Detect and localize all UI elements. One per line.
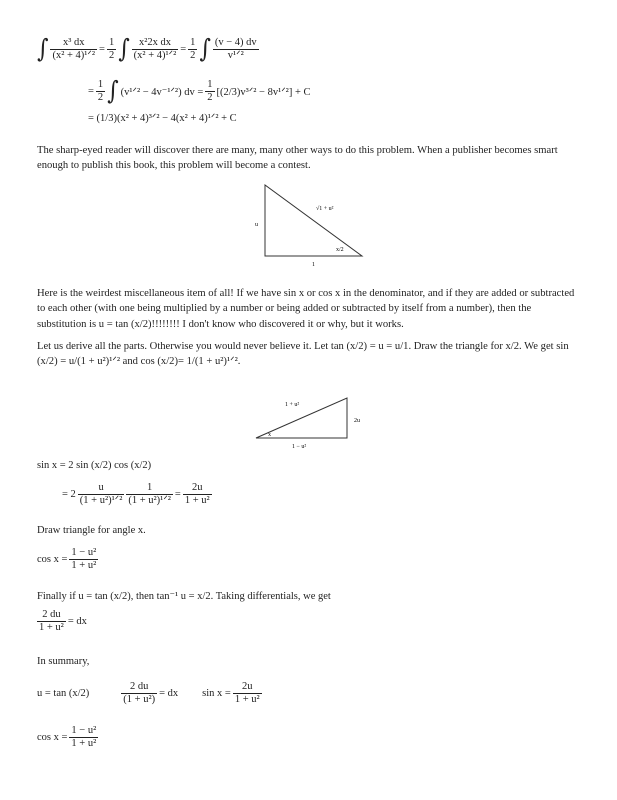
- summary-heading: In summary,: [37, 656, 90, 667]
- equals-sign: =: [180, 44, 187, 55]
- triangle-label-angle: x/2: [336, 247, 344, 253]
- fraction: $\frac{\text{1 − u²}}{\text{1 + u²}}$: [71, 725, 97, 749]
- differential-rhs: = dx: [159, 688, 179, 699]
- integral-sign: ∫: [37, 34, 49, 64]
- summary-line: [37, 681, 264, 706]
- triangle-label-u: u: [255, 222, 258, 228]
- integral-sign: ∫: [107, 76, 119, 106]
- triangle-label-hypotenuse: √1 + u²: [316, 206, 334, 212]
- integral-sign: ∫: [118, 34, 130, 64]
- fraction: $\frac{2 du}{\text{1 + u²}}$: [39, 609, 64, 633]
- fraction: $\frac{1}{2}$: [190, 37, 196, 61]
- paragraph-derive-parts: Let us derive all the parts. Otherwise you would never believe it. Let tan (x/2) = u = u/1. Draw the triangle for x/2. We get sin (x/2) = u/(1 + u²)¹ᐟ² and cos (x/2)= 1/(1 + u²)¹ᐟ².: [37, 341, 569, 368]
- equals-sign: =: [174, 489, 181, 500]
- differential-rhs: = dx: [67, 616, 87, 627]
- differential-formula: [37, 609, 89, 634]
- coefficient: = 2: [62, 489, 76, 500]
- triangle-label-base: 1: [312, 262, 315, 268]
- equals-sign: =: [99, 44, 105, 55]
- fraction: $\frac{2u}{\text{1 + u²}}$: [234, 681, 260, 705]
- fraction: $\frac{\text{x²2x dx}}{\text{(x² + 4)¹ᐟ²}}$: [133, 37, 177, 61]
- integrand: (v¹ᐟ² − 4v⁻¹ᐟ²) dv =: [120, 86, 204, 98]
- paragraph-sharp-eyed: The sharp-eyed reader will discover there are many, many other ways to do this problem. When a publisher becomes smart enough to publish this book, this problem will become a contest.: [37, 145, 558, 172]
- cos-formula-1: [37, 547, 100, 572]
- equals-sign: =: [88, 86, 94, 97]
- draw-triangle-note: Draw triangle for angle x.: [37, 525, 146, 536]
- equation-line-1: [37, 34, 261, 64]
- u-substitution: u = tan (x/2): [37, 688, 90, 699]
- triangle-label-2u: 2u: [354, 418, 360, 424]
- fraction: $\frac{2u}{\text{1 + u²}}$: [184, 482, 210, 506]
- triangle-outline: [265, 185, 362, 256]
- triangle-label-hypotenuse: 1 + u²: [285, 402, 300, 408]
- fraction: $\frac{(v - 4) dv}{\text{v¹ᐟ²}}$: [214, 37, 257, 61]
- fraction: $\frac{\text{1 − u²}}{\text{1 + u²}}$: [71, 547, 97, 571]
- antiderivative: [(2/3)v³ᐟ² − 8v¹ᐟ²] + C: [216, 86, 311, 98]
- sin-lhs: sin x =: [202, 688, 231, 699]
- cos-formula-2: [37, 725, 100, 750]
- integral-sign: ∫: [199, 34, 211, 64]
- triangle-label-base: 1 − u²: [292, 444, 307, 450]
- cos-lhs: cos x =: [37, 554, 68, 565]
- triangle-diagram-2: [250, 390, 370, 452]
- triangle-label-angle: x: [268, 432, 271, 438]
- fraction: $\frac{1}{\text{(1 + u²)¹ᐟ²}}$: [128, 482, 171, 506]
- fraction: $\frac{\text{x³ dx}}{\text{(x² + 4)¹ᐟ²}}$: [52, 37, 96, 61]
- equation-line-2: [88, 76, 313, 106]
- fraction: $\frac{2 du}{\text{(1 + u²)}}$: [123, 681, 156, 705]
- finally-sentence: Finally if u = tan (x/2), then tan⁻¹ u = x/2. Taking differentials, we get: [37, 591, 331, 602]
- fraction: $\frac{1}{2}$: [97, 79, 104, 103]
- sin-identity: sin x = 2 sin (x/2) cos (x/2): [37, 460, 152, 471]
- fraction: $\frac{u}{\text{(1 + u²)¹ᐟ²}}$: [79, 482, 123, 506]
- equation-line-3: = (1/3)(x² + 4)³ᐟ² − 4(x² + 4)¹ᐟ² + C: [88, 113, 237, 124]
- cos-lhs: cos x =: [37, 732, 68, 743]
- paragraph-weirdest-item: Here is the weirdest miscellaneous item of all! If we have sin x or cos x in the denominator, and if they are added or subtracted to each other (with one being multiplied by a number or being added or subtracted by itself from a number), then the substitution is u = tan (x/2)!!!!!!!! I don't know who discovered it or why, but it works.: [37, 288, 575, 330]
- triangle-diagram-1: [250, 180, 370, 270]
- fraction: $\frac{1}{2}$: [207, 79, 213, 103]
- sin-expansion: [62, 482, 214, 507]
- fraction: $\frac{1}{2}$: [108, 37, 115, 61]
